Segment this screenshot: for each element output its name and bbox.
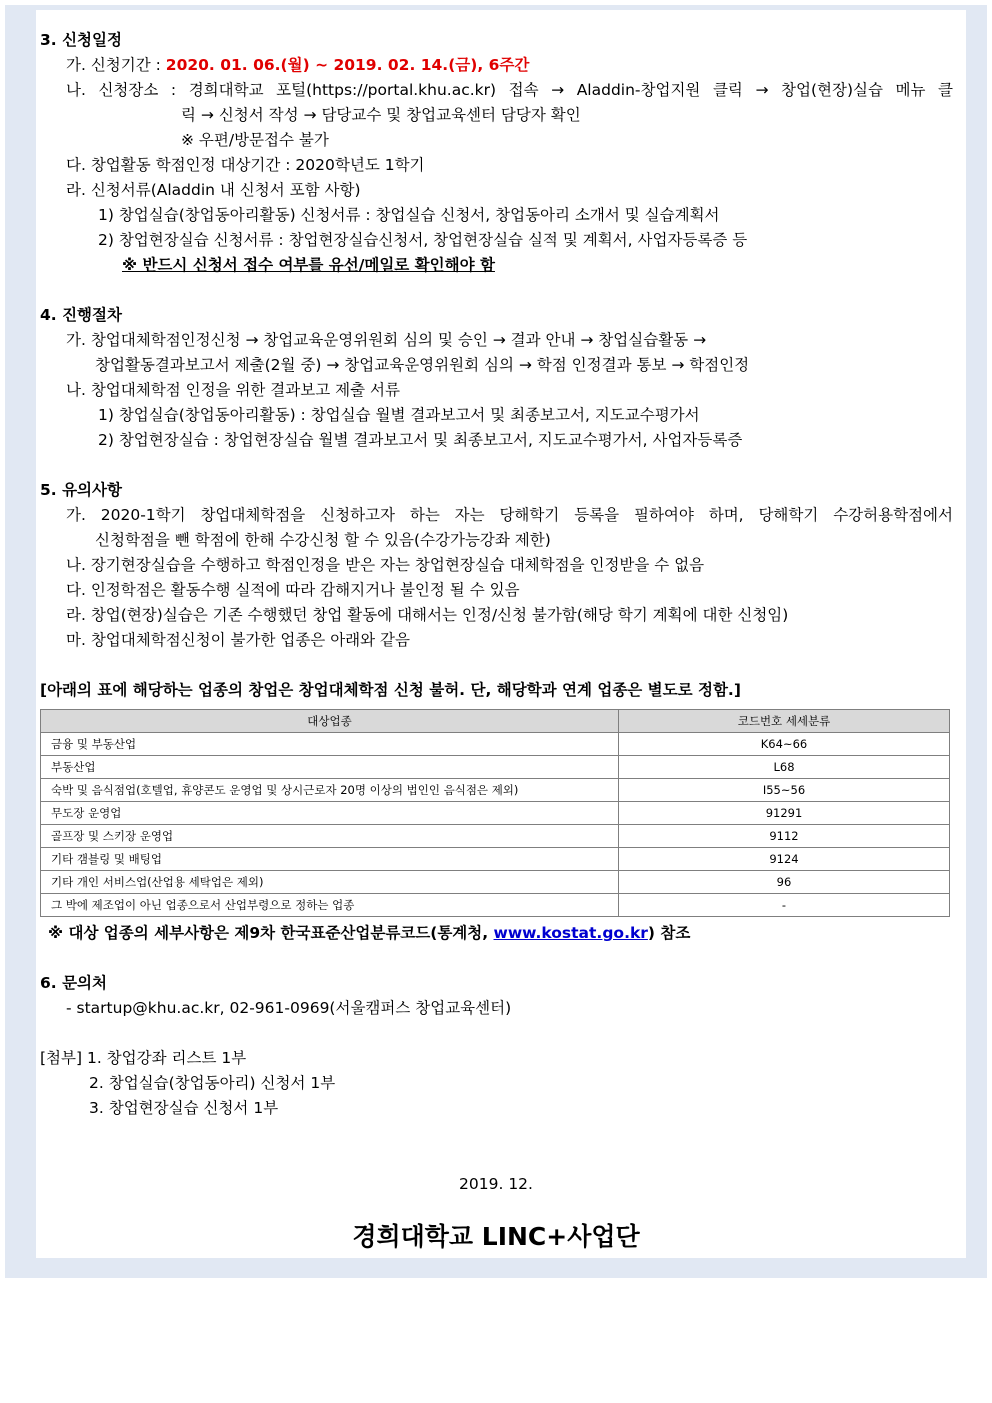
table-row [41,756,950,779]
section-6-heading: 6. 문의처 [40,974,107,992]
report-documents-item-2: 2) 창업현장실습 : 창업현장실습 월별 결과보고서 및 최종보고서, 지도교수평가서, 사업자등록증 [98,431,743,449]
code-cell: 96 [619,871,950,894]
table-row [41,848,950,871]
code-cell: L68 [619,756,950,779]
documents-warning-note: ※ 반드시 신청서 접수 여부를 유선/메일로 확인해야 함 [122,256,495,274]
code-cell: 91291 [619,802,950,825]
section-4-heading: 4. 진행절차 [40,306,122,324]
industry-cell: 기타 갬블링 및 배팅업 [41,848,619,871]
code-cell: 9124 [619,848,950,871]
excluded-industries-table [40,709,950,917]
table-caption: [아래의 표에 해당하는 업종의 창업은 창업대체학점 신청 불허. 단, 해당학과 연계 업종은 별도로 정함.] [40,681,741,699]
industry-cell: 무도장 운영업 [41,802,619,825]
notice-item-d: 라. 창업(현장)실습은 기존 수행했던 창업 활동에 대해서는 인정/신청 불가함(해당 학기 계획에 대한 신청임) [66,606,789,624]
documents-heading: 라. 신청서류(Aladdin 내 신청서 포함 사항) [66,181,361,199]
application-period [66,54,529,76]
table-note [48,922,690,944]
code-cell: K64~66 [619,733,950,756]
application-place-note: ※ 우편/방문접수 불가 [181,131,329,149]
industry-cell: 골프장 및 스키장 운영업 [41,825,619,848]
application-place-line-2: 릭 → 신청서 작성 → 담당교수 및 창업교육센터 담당자 확인 [181,106,581,124]
kostat-link[interactable]: www.kostat.go.kr [493,924,648,942]
table-header-row [41,710,950,733]
documents-item-1: 1) 창업실습(창업동아리활동) 신청서류 : 창업실습 신청서, 창업동아리 소개서 및 실습계획서 [98,206,720,224]
application-period-label: 가. 신청기간 : [66,56,166,74]
procedure-line-2: 창업활동결과보고서 제출(2월 중) → 창업교육운영위원회 심의 → 학점 인정결과 통보 → 학점인정 [95,356,750,374]
report-documents-item-1: 1) 창업실습(창업동아리활동) : 창업실습 월별 결과보고서 및 최종보고서, 지도교수평가서 [98,406,700,424]
attachment-item-3: 3. 창업현장실습 신청서 1부 [89,1099,279,1117]
industry-cell: 숙박 및 음식점업(호텔업, 휴양콘도 운영업 및 상시근로자 20명 이상의 법인인 음식점은 제외) [41,779,619,802]
table-row [41,802,950,825]
notice-item-b: 나. 장기현장실습을 수행하고 학점인정을 받은 자는 창업현장실습 대체학점을 인정받을 수 없음 [66,556,705,574]
table-row [41,733,950,756]
table-row [41,871,950,894]
document-date: 2019. 12. [459,1175,533,1193]
code-cell: 9112 [619,825,950,848]
section-3-heading: 3. 신청일정 [40,31,122,49]
code-cell: I55~56 [619,779,950,802]
table-row [41,894,950,917]
table-note-end: ) 참조 [647,924,691,942]
column-header-code: 코드번호 세세분류 [619,710,950,733]
notice-item-a-line-2: 신청학점을 뺀 학점에 한해 수강신청 할 수 있음(수강가능강좌 제한) [95,531,551,549]
notice-item-a-line-1: 가. 2020-1학기 창업대체학점을 신청하고자 하는 자는 당해학기 등록을 필하여야 하며, 당해학기 수강허용학점에서 [66,506,953,524]
column-header-industry: 대상업종 [41,710,619,733]
section-5-heading: 5. 유의사항 [40,481,122,499]
table-row [41,779,950,802]
application-period-value: 2020. 01. 06.(월) ~ 2019. 02. 14.(금), 6주간 [165,56,530,74]
contact-info: - startup@khu.ac.kr, 02-961-0969(서울캠퍼스 창업교육센터) [66,999,512,1017]
industry-cell: 금융 및 부동산업 [41,733,619,756]
documents-item-2: 2) 창업현장실습 신청서류 : 창업현장실습신청서, 창업현장실습 실적 및 계획서, 사업자등록증 등 [98,231,748,249]
procedure-line-1: 가. 창업대체학점인정신청 → 창업교육운영위원회 심의 및 승인 → 결과 안내 → 창업실습활동 → [66,331,707,349]
notice-item-c: 다. 인정학점은 활동수행 실적에 따라 감해지거나 불인정 될 수 있음 [66,581,520,599]
table-note-text: ※ 대상 업종의 세부사항은 제9차 한국표준산업분류코드(통계청, [48,924,494,942]
code-cell: - [619,894,950,917]
notice-item-e: 마. 창업대체학점신청이 불가한 업종은 아래와 같음 [66,631,410,649]
attachment-item-2: 2. 창업실습(창업동아리) 신청서 1부 [89,1074,336,1092]
table-row [41,825,950,848]
credit-period: 다. 창업활동 학점인정 대상기간 : 2020학년도 1학기 [66,156,425,174]
industry-cell: 그 박에 제조업이 아닌 업종으로서 산업부령으로 정하는 업종 [41,894,619,917]
application-place-line-1: 나. 신청장소 : 경희대학교 포털(https://portal.khu.ac.kr) 접속 → Aladdin-창업지원 클릭 → 창업(현장)실습 메뉴 클 [66,81,953,99]
report-documents-heading: 나. 창업대체학점 인정을 위한 결과보고 제출 서류 [66,381,400,399]
industry-cell: 부동산업 [41,756,619,779]
attachment-item-1: [첨부] 1. 창업강좌 리스트 1부 [40,1049,247,1067]
issuing-organization: 경희대학교 LINC+사업단 [352,1222,640,1251]
industry-cell: 기타 개인 서비스업(산업용 세탁업은 제외) [41,871,619,894]
